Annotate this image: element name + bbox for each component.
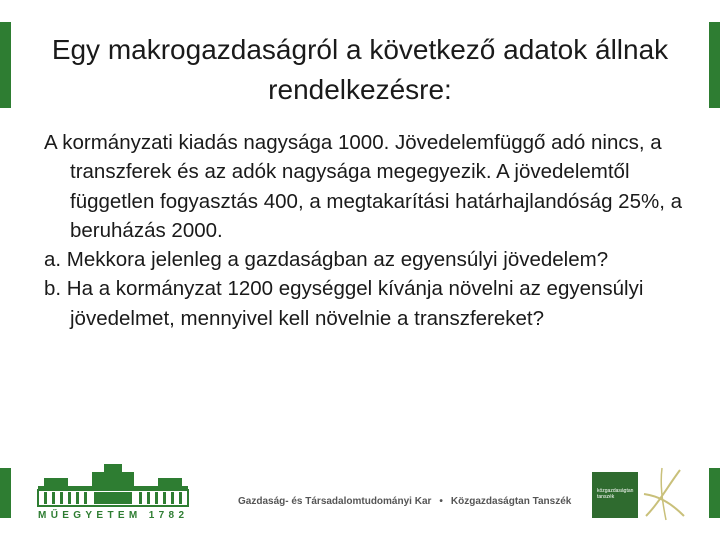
slide-title-line-2: rendelkezésre: bbox=[268, 74, 452, 105]
question-a: a. Mekkora jelenleg a gazdaságban az egyensúlyi jövedelem? bbox=[44, 248, 609, 272]
university-building-logo bbox=[34, 464, 192, 520]
department-emblem-icon bbox=[640, 466, 686, 522]
slide-footer bbox=[0, 462, 720, 540]
slide-title-line-1: Egy makrogazdaságról a következő adatok állnak bbox=[51, 34, 669, 65]
slide-title bbox=[30, 30, 690, 110]
footer-separator: • bbox=[439, 496, 443, 507]
faculty-name: Gazdaság- és Társadalomtudományi Kar bbox=[238, 496, 432, 507]
left-accent-bar-top bbox=[0, 22, 11, 108]
footer-institution bbox=[238, 496, 571, 507]
slide-body bbox=[44, 128, 684, 333]
right-accent-bar-top bbox=[709, 22, 720, 108]
department-logo-box bbox=[592, 472, 638, 518]
department-logo-text: közgazdaságtan tanszék bbox=[597, 488, 634, 500]
question-b: b. Ha a kormányzat 1200 egységgel kívánja növelni az egyensúlyi jövedelmet, mennyivel kell növelnie a transzfereket? bbox=[44, 277, 644, 330]
university-logo-text: MŰEGYETEM 1782 bbox=[38, 510, 188, 520]
problem-statement: A kormányzati kiadás nagysága 1000. Jövedelemfüggő adó nincs, a transzferek és az adók nagysága megegyezik. A jövedelemtől független fogyasztás 400, a megtakarítási határhajlandóság 25%, a beruházás 2000. bbox=[44, 131, 682, 242]
department-name: Közgazdaságtan Tanszék bbox=[450, 496, 572, 507]
